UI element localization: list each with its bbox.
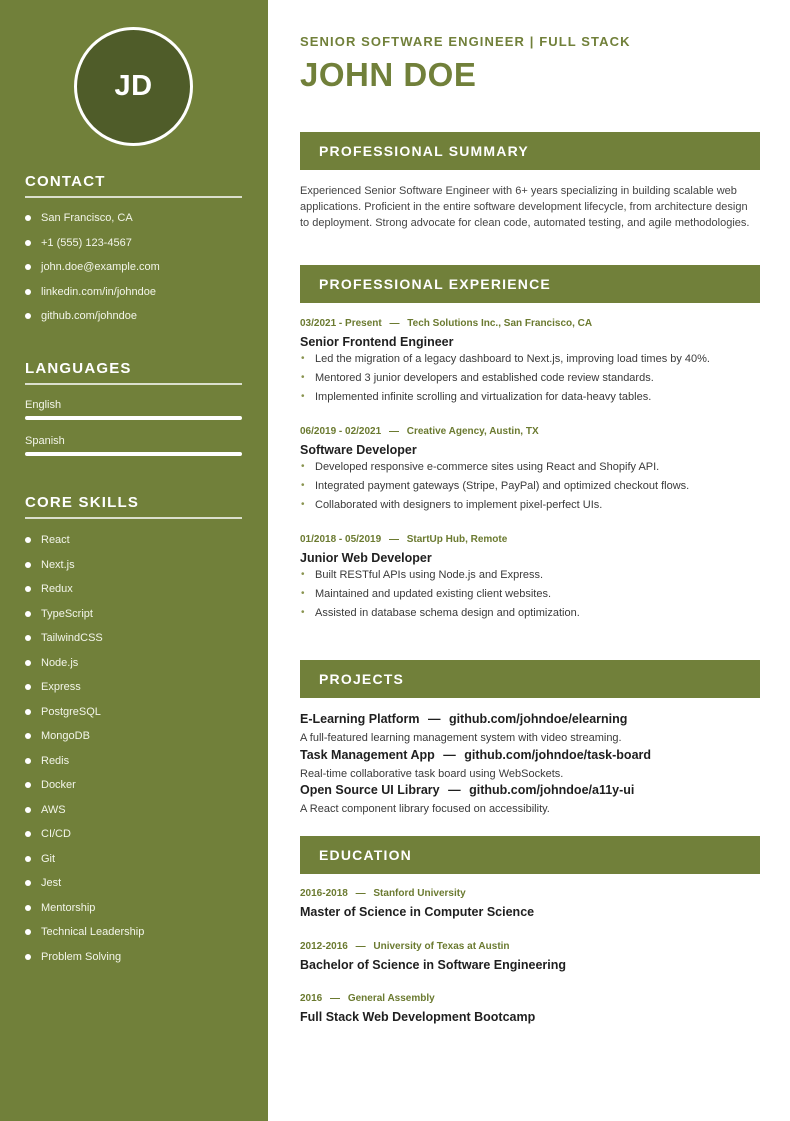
contact-github[interactable]: github.com/johndoe [25, 309, 160, 334]
education-meta [300, 992, 760, 1006]
person-name: JOHN DOE [300, 56, 477, 93]
job-bullets [300, 568, 760, 624]
education-heading: EDUCATION [300, 836, 760, 874]
language-level-bar [25, 452, 242, 456]
education-meta [300, 940, 760, 954]
project-description: Real-time collaborative task board using WebSockets. [300, 768, 564, 780]
language-level-bar [25, 416, 242, 420]
education-entry [300, 992, 760, 1025]
sidebar [0, 0, 268, 1121]
job-company: StartUp Hub, Remote [406, 534, 508, 545]
education-meta [300, 887, 760, 901]
job-bullet: • Maintained and updated existing client websites. [300, 587, 760, 606]
language-english [25, 398, 242, 420]
job-company: Tech Solutions Inc., San Francisco, CA [407, 318, 593, 329]
job-meta [300, 425, 760, 439]
skill-item: Git [25, 852, 144, 877]
job-bullet: • Assisted in database schema design and optimization. [300, 606, 760, 625]
job-role: Software Developer [300, 443, 417, 457]
education-degree: Bachelor of Science in Software Engineering [300, 958, 567, 972]
skills-list [25, 533, 144, 974]
skill-item: Express [25, 680, 144, 705]
skill-item: Jest [25, 876, 144, 901]
separator: — [355, 888, 366, 899]
separator: — [388, 534, 399, 545]
separator: — [330, 993, 341, 1004]
project-entry [300, 711, 760, 745]
job-dates: 01/2018 - 05/2019 [300, 534, 382, 545]
avatar [74, 27, 193, 146]
job-bullets [300, 352, 760, 408]
project-name: E-Learning Platform [300, 712, 420, 726]
contact-list [25, 211, 160, 334]
skill-item: CI/CD [25, 827, 144, 852]
project-name: Task Management App [300, 748, 435, 762]
project-header [300, 711, 760, 727]
summary-heading: PROFESSIONAL SUMMARY [300, 132, 760, 170]
skill-item: Next.js [25, 558, 144, 583]
project-link[interactable]: github.com/johndoe/elearning [448, 712, 628, 726]
language-name: Spanish [25, 435, 65, 447]
project-name: Open Source UI Library [300, 783, 440, 797]
education-entry [300, 940, 760, 973]
skill-item: MongoDB [25, 729, 144, 754]
summary-text: Experienced Senior Software Engineer with 6+ years specializing in building scalable web applications. Proficient in the entire software development lifecycle, from architecture design to deployment. Strong advocate for clean code, automated testing, and agile methodologies. [300, 185, 750, 229]
skill-item: PostgreSQL [25, 705, 144, 730]
project-description: A React component library focused on accessibility. [300, 803, 550, 815]
separator: — [355, 941, 366, 952]
project-header [300, 782, 760, 798]
skill-item: Mentorship [25, 901, 144, 926]
job-bullet: • Built RESTful APIs using Node.js and Express. [300, 568, 760, 587]
separator: — [427, 712, 441, 726]
job-role: Junior Web Developer [300, 551, 432, 565]
education-school: University of Texas at Austin [373, 941, 510, 952]
experience-entry [300, 317, 760, 408]
skill-item: Redis [25, 754, 144, 779]
experience-entry [300, 425, 760, 516]
project-link[interactable]: github.com/johndoe/task-board [464, 748, 652, 762]
contact-heading: CONTACT [25, 173, 242, 198]
job-title: SENIOR SOFTWARE ENGINEER | FULL STACK [300, 34, 631, 49]
education-years: 2016-2018 [300, 888, 348, 899]
contact-location: San Francisco, CA [25, 211, 160, 236]
language-name: English [25, 399, 62, 411]
skill-item: React [25, 533, 144, 558]
separator: — [388, 426, 399, 437]
job-dates: 06/2019 - 02/2021 [300, 426, 382, 437]
education-school: Stanford University [373, 888, 466, 899]
job-bullet: • Led the migration of a legacy dashboard to Next.js, improving load times by 40%. [300, 352, 760, 371]
job-meta [300, 533, 760, 547]
projects-heading: PROJECTS [300, 660, 760, 698]
skill-item: TypeScript [25, 607, 144, 632]
skill-item: Docker [25, 778, 144, 803]
skill-item: Redux [25, 582, 144, 607]
education-years: 2016 [300, 993, 323, 1004]
job-dates: 03/2021 - Present [300, 318, 382, 329]
project-link[interactable]: github.com/johndoe/a11y-ui [469, 783, 635, 797]
skill-item: TailwindCSS [25, 631, 144, 656]
separator: — [448, 783, 461, 797]
job-bullet: • Developed responsive e-commerce sites using React and Shopify API. [300, 460, 760, 479]
education-school: General Assembly [347, 993, 435, 1004]
education-entry [300, 887, 760, 920]
job-bullet: • Mentored 3 junior developers and established code review standards. [300, 371, 760, 390]
languages-heading: LANGUAGES [25, 360, 242, 385]
skill-item: Node.js [25, 656, 144, 681]
experience-entry [300, 533, 760, 624]
contact-linkedin[interactable]: linkedin.com/in/johndoe [25, 285, 160, 310]
job-bullet: • Integrated payment gateways (Stripe, PayPal) and optimized checkout flows. [300, 479, 760, 498]
project-description: A full-featured learning management system with video streaming. [300, 732, 622, 744]
skill-item: Technical Leadership [25, 925, 144, 950]
contact-phone: +1 (555) 123-4567 [25, 236, 160, 261]
separator: — [443, 748, 456, 762]
skill-item: AWS [25, 803, 144, 828]
job-company: Creative Agency, Austin, TX [406, 426, 539, 437]
avatar-initials: JD [114, 70, 153, 102]
project-entry [300, 747, 760, 781]
job-bullet: • Collaborated with designers to implement pixel-perfect UIs. [300, 498, 760, 517]
education-degree: Full Stack Web Development Bootcamp [300, 1010, 536, 1024]
skill-item: Problem Solving [25, 950, 144, 975]
project-entry [300, 782, 760, 816]
skills-heading: CORE SKILLS [25, 494, 242, 519]
project-header [300, 747, 760, 763]
separator: — [389, 318, 400, 329]
job-bullets [300, 460, 760, 516]
language-spanish [25, 434, 242, 456]
education-degree: Master of Science in Computer Science [300, 905, 535, 919]
experience-heading: PROFESSIONAL EXPERIENCE [300, 265, 760, 303]
education-years: 2012-2016 [300, 941, 348, 952]
job-role: Senior Frontend Engineer [300, 335, 454, 349]
job-bullet: • Implemented infinite scrolling and virtualization for data-heavy tables. [300, 390, 760, 409]
job-meta [300, 317, 760, 331]
contact-email[interactable]: john.doe@example.com [25, 260, 160, 285]
